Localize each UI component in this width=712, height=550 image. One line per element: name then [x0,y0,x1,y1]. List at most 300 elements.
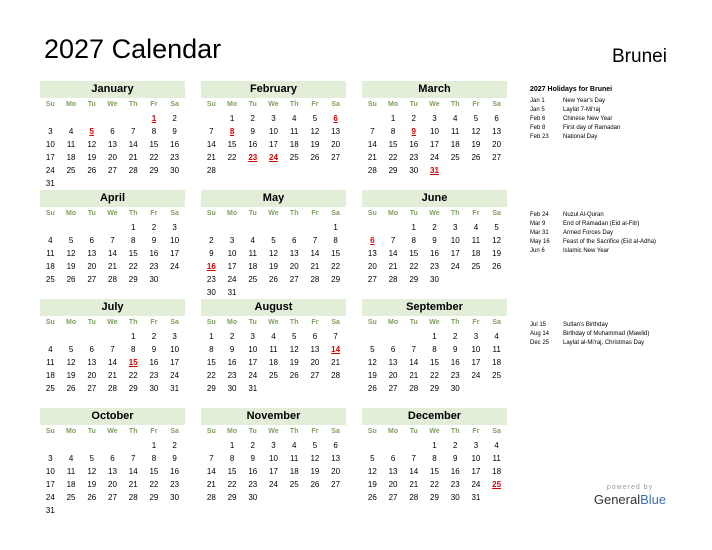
day-cell: 27 [388,493,398,502]
day-cell: 29 [409,275,419,284]
day-cell: 20 [331,140,341,149]
day-cell: 25 [492,371,502,380]
day-cell: 5 [271,236,276,245]
empty-cell [61,439,82,452]
day-cell: 9 [209,249,214,258]
day-cell: 24 [248,371,258,380]
day-cell: 17 [450,249,460,258]
day-cell: 27 [87,384,97,393]
day-cell: 9 [432,236,437,245]
day-cell: 21 [206,153,216,162]
day-cell: 18 [450,140,460,149]
day-cell: 13 [388,467,398,476]
weekday-label: Fr [150,210,158,217]
holiday-row [530,106,705,115]
day-cell: 19 [471,140,481,149]
day-cell: 8 [411,236,416,245]
day-cell: 25 [269,371,278,380]
day-cell: 14 [128,467,138,476]
day-cell: 23 [149,262,159,271]
day-cell: 20 [108,480,117,489]
holiday-date: Feb 23 [530,134,549,140]
day-cell: 18 [248,262,258,271]
day-cell: 15 [430,467,439,476]
day-cell: 3 [172,223,177,232]
day-cell: 11 [66,140,76,149]
weekday-label: Th [289,428,299,435]
weekday-label: We [268,319,279,326]
holiday-name: Laylat al-Mi'raj, Christmas Day [563,340,645,346]
weekday-label: Sa [331,101,340,108]
day-cell: 23 [450,371,460,380]
day-cell: 11 [269,345,278,354]
empty-cell [102,112,123,125]
empty-cell [284,221,305,234]
day-cell: 6 [333,441,338,450]
day-cell: 10 [248,345,258,354]
day-cell: 27 [108,166,117,175]
day-cell: 16 [409,140,419,149]
day-cell: 24 [430,153,439,162]
weekday-label: Mo [388,428,399,435]
weekday-label: Tu [248,319,257,326]
day-cell: 7 [110,236,115,245]
holiday-row [530,124,705,133]
day-cell: 26 [66,275,76,284]
holiday-row [530,238,705,247]
weekday-label: Tu [409,319,418,326]
day-cell: 19 [87,480,97,489]
day-cell: 30 [248,493,258,502]
weekday-label: Su [367,319,377,326]
day-cell: 8 [209,345,214,354]
day-cell: 3 [48,454,53,463]
day-cell: 14 [128,140,138,149]
day-cell: 16 [450,467,460,476]
day-cell: 15 [331,249,341,258]
weekday-label: Fr [472,428,480,435]
day-cell: 17 [170,249,180,258]
weekday-label: Th [128,319,138,326]
weekday-label: Mo [66,101,77,108]
holiday-row [530,97,705,106]
day-cell: 24 [450,262,460,271]
day-cell: 19 [367,371,377,380]
day-cell: 14 [388,249,398,258]
empty-cell [362,439,383,452]
day-cell: 15 [206,358,216,367]
day-cell: 30 [227,384,237,393]
day-cell: 16 [430,249,439,258]
holiday-row [530,220,705,229]
day-cell: 2 [250,114,255,123]
day-cell: 29 [331,275,341,284]
brand-name: GeneralBlue [593,492,667,507]
day-cell: 28 [108,275,117,284]
day-cell: 12 [310,127,320,136]
holiday-list-title: 2027 Holidays for Brunei [530,86,613,93]
holiday-name: Feast of the Sacrifice (Eid al-Adha) [563,239,657,245]
day-grid [362,98,507,177]
day-cell: 9 [250,127,255,136]
day-cell: 9 [452,454,458,463]
day-cell: 26 [367,384,377,393]
day-cell: 2 [151,223,157,232]
day-cell: 12 [87,467,97,476]
day-cell: 2 [209,236,214,245]
day-cell: 17 [170,358,180,367]
day-cell: 27 [367,275,377,284]
day-cell: 7 [209,127,214,136]
day-cell: 25 [66,166,76,175]
day-cell: 2 [172,441,177,450]
day-cell: 29 [128,384,138,393]
day-cell: 17 [45,480,55,489]
day-cell: 12 [66,358,76,367]
weekday-label: Fr [150,319,158,326]
holiday-row [530,330,705,339]
day-cell: 25 [45,275,55,284]
day-cell: 10 [471,345,481,354]
weekday-label: Mo [388,101,399,108]
day-cell: 21 [388,262,398,271]
holiday-day-cell: 6 [370,236,375,245]
day-cell: 28 [128,166,138,175]
day-cell: 19 [367,480,377,489]
weekday-label: Mo [388,210,399,217]
weekday-label: We [107,210,118,217]
empty-cell [123,112,144,125]
month-name: December [362,408,507,425]
day-cell: 20 [388,371,398,380]
weekday-label: Th [128,101,138,108]
day-cell: 10 [450,236,460,245]
weekday-label: Su [206,428,216,435]
day-cell: 21 [409,371,419,380]
month-name: October [40,408,185,425]
day-cell: 28 [206,166,216,175]
day-cell: 10 [269,127,278,136]
day-cell: 19 [87,153,97,162]
brand-logo[interactable] [588,484,672,507]
month-september [362,299,507,395]
day-cell: 31 [471,493,481,502]
day-cell: 6 [89,236,94,245]
day-cell: 28 [310,275,320,284]
day-cell: 9 [172,454,177,463]
day-cell: 1 [229,441,235,450]
day-cell: 3 [473,332,479,341]
weekday-label: Su [45,101,55,108]
weekday-label: Su [206,101,216,108]
day-cell: 12 [367,358,377,367]
day-cell: 11 [290,454,299,463]
day-cell: 12 [310,454,320,463]
day-cell: 11 [451,127,460,136]
day-cell: 14 [367,140,377,149]
day-cell: 22 [227,153,237,162]
day-cell: 25 [289,480,299,489]
weekday-label: Sa [492,101,501,108]
weekday-label: Su [206,319,216,326]
day-cell: 17 [45,153,55,162]
day-cell: 16 [248,140,258,149]
weekday-label: Mo [388,319,399,326]
holiday-name: First day of Ramadan [563,125,621,131]
day-cell: 8 [390,127,396,136]
day-cell: 3 [250,332,255,341]
day-cell: 14 [206,140,216,149]
day-cell: 26 [471,153,481,162]
day-cell: 30 [149,384,159,393]
day-cell: 29 [149,493,159,502]
day-cell: 15 [149,467,159,476]
day-cell: 22 [149,480,159,489]
day-cell: 24 [471,480,481,489]
empty-cell [201,439,222,452]
day-cell: 18 [45,262,55,271]
day-cell: 13 [289,249,299,258]
day-cell: 10 [227,249,237,258]
day-cell: 25 [45,384,55,393]
weekday-label: Th [450,101,460,108]
day-cell: 13 [87,249,97,258]
day-cell: 18 [269,358,278,367]
day-cell: 4 [452,114,458,123]
day-cell: 5 [312,441,318,450]
day-cell: 5 [89,454,94,463]
day-cell: 14 [409,467,419,476]
holiday-date: Aug 14 [530,331,550,337]
day-grid [201,425,346,504]
day-cell: 11 [46,358,55,367]
day-cell: 23 [170,480,180,489]
day-cell: 24 [227,275,237,284]
holiday-row [530,229,705,238]
day-cell: 18 [492,467,502,476]
weekday-label: We [268,101,279,108]
empty-cell [81,330,102,343]
month-november [201,408,346,504]
day-cell: 7 [110,345,115,354]
holiday-row [530,133,705,142]
day-cell: 11 [290,127,299,136]
day-cell: 29 [227,493,237,502]
weekday-label: Sa [492,319,501,326]
empty-cell [81,439,102,452]
weekday-label: Tu [87,428,96,435]
day-cell: 15 [128,249,138,258]
day-cell: 24 [471,371,481,380]
day-cell: 10 [430,127,439,136]
day-cell: 30 [170,493,180,502]
day-cell: 31 [45,179,55,188]
day-cell: 27 [331,480,341,489]
empty-cell [123,439,144,452]
weekday-label: Fr [311,319,319,326]
weekday-label: Mo [227,319,238,326]
holiday-date: Mar 9 [530,221,546,227]
day-cell: 29 [149,166,159,175]
day-cell: 22 [430,480,439,489]
empty-cell [362,330,383,343]
holiday-name: Birthday of Muhammad (Mawlid) [563,331,650,337]
weekday-label: Tu [87,210,96,217]
day-grid [40,316,185,395]
day-cell: 1 [130,332,136,341]
day-cell: 22 [227,480,237,489]
empty-cell [242,221,263,234]
weekday-label: Fr [311,210,319,217]
holiday-day-cell: 9 [411,127,416,136]
weekday-label: Fr [472,210,480,217]
day-cell: 10 [45,140,55,149]
day-cell: 9 [452,345,458,354]
day-cell: 4 [291,114,297,123]
day-cell: 10 [45,467,55,476]
day-grid [201,316,346,395]
day-cell: 22 [388,153,398,162]
weekday-label: Mo [227,428,238,435]
day-cell: 8 [151,127,157,136]
holiday-date: Mar 31 [530,230,549,236]
holiday-day-cell: 23 [248,153,258,162]
day-cell: 7 [312,236,318,245]
month-name: June [362,190,507,207]
day-cell: 7 [130,454,136,463]
day-cell: 23 [430,262,439,271]
empty-cell [40,221,61,234]
day-cell: 14 [409,358,419,367]
day-cell: 6 [390,345,396,354]
empty-cell [383,221,404,234]
day-cell: 26 [310,153,320,162]
day-cell: 11 [46,249,55,258]
day-cell: 9 [151,236,157,245]
day-grid [362,316,507,395]
holiday-row [530,321,705,330]
day-cell: 17 [248,358,258,367]
day-cell: 26 [367,493,377,502]
day-cell: 12 [66,249,76,258]
day-grid [362,207,507,286]
day-cell: 20 [87,262,97,271]
day-cell: 13 [310,345,320,354]
month-july [40,299,185,395]
day-cell: 15 [149,140,159,149]
day-cell: 18 [289,467,299,476]
day-cell: 12 [492,236,502,245]
empty-cell [222,221,243,234]
weekday-label: Sa [170,101,179,108]
day-cell: 21 [310,262,320,271]
day-cell: 8 [130,345,136,354]
day-cell: 19 [289,358,299,367]
day-cell: 11 [471,236,481,245]
day-cell: 12 [289,345,299,354]
month-january [40,81,185,190]
weekday-label: Su [367,428,377,435]
month-name: August [201,299,346,316]
weekday-label: Tu [87,101,96,108]
weekday-label: We [429,428,440,435]
day-cell: 2 [172,114,177,123]
holiday-day-cell: 24 [269,153,278,162]
day-cell: 2 [229,332,235,341]
day-cell: 4 [48,345,53,354]
day-cell: 3 [432,114,437,123]
month-name: July [40,299,185,316]
holiday-date: Jan 1 [530,98,545,104]
weekday-label: Sa [170,428,179,435]
day-cell: 18 [66,153,76,162]
month-name: September [362,299,507,316]
day-cell: 1 [229,114,235,123]
day-cell: 15 [430,358,439,367]
day-cell: 20 [310,358,320,367]
day-grid [40,425,185,517]
weekday-label: We [429,210,440,217]
day-cell: 16 [450,358,460,367]
day-cell: 6 [312,332,318,341]
day-cell: 4 [494,441,499,450]
day-cell: 15 [227,140,237,149]
weekday-label: Fr [150,428,158,435]
day-cell: 3 [48,127,53,136]
day-cell: 18 [471,249,481,258]
day-cell: 22 [149,153,159,162]
weekday-label: Tu [248,428,257,435]
day-cell: 6 [110,454,115,463]
month-name: November [201,408,346,425]
day-cell: 21 [108,262,117,271]
holiday-date: Jun 6 [530,248,545,254]
day-cell: 27 [331,153,341,162]
weekday-label: We [107,101,118,108]
day-cell: 7 [390,236,396,245]
day-cell: 26 [269,275,278,284]
day-cell: 21 [206,480,216,489]
weekday-label: Th [128,428,138,435]
weekday-label: Tu [87,319,96,326]
day-cell: 24 [45,166,55,175]
day-cell: 13 [367,249,377,258]
day-cell: 19 [310,467,320,476]
holiday-name: Islamic New Year [563,248,610,254]
day-cell: 4 [271,332,276,341]
day-cell: 22 [128,262,138,271]
day-cell: 9 [172,127,177,136]
holiday-date: Feb 6 [530,116,546,122]
day-cell: 5 [370,454,375,463]
day-cell: 12 [87,140,97,149]
weekday-label: Mo [227,210,238,217]
holiday-day-cell: 6 [333,114,338,123]
weekday-label: Mo [66,319,77,326]
day-cell: 4 [250,236,255,245]
holiday-day-cell: 1 [151,114,157,123]
day-cell: 15 [388,140,398,149]
day-cell: 16 [227,358,237,367]
month-august [201,299,346,395]
weekday-label: We [107,319,118,326]
holiday-date: Jul 15 [530,322,547,328]
day-cell: 5 [473,114,479,123]
day-cell: 20 [492,140,502,149]
empty-cell [403,330,424,343]
empty-cell [40,330,61,343]
empty-cell [362,221,383,234]
